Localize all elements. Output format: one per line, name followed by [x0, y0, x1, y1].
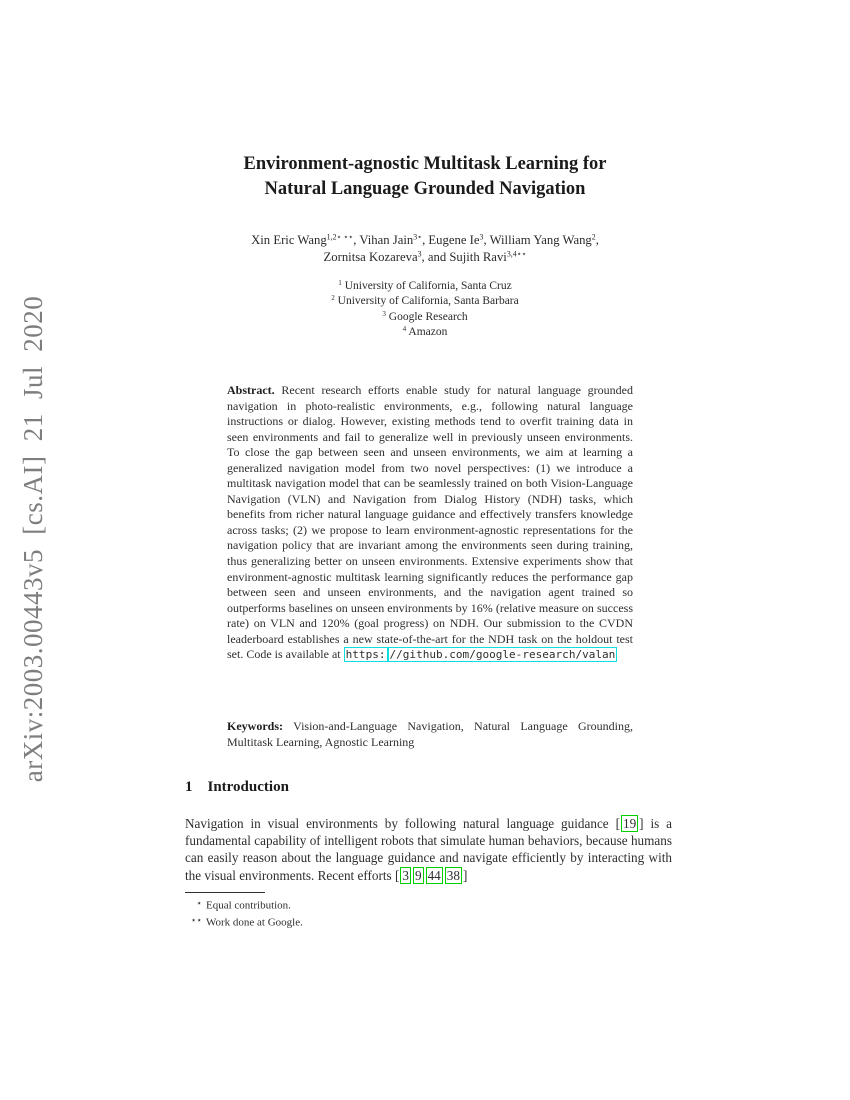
code-url-link[interactable]: //github.com/google-research/valan	[389, 648, 616, 662]
author-line-1	[150, 232, 700, 249]
footnote: ⋆⋆ Work done at Google.	[185, 913, 672, 930]
abstract	[227, 383, 633, 663]
introduction-paragraph: Navigation in visual environments by following natural language guidance [ 19 ] is a fundamental capability of intelligent robots that simulate human behaviors, because humans can easily reason about the language guidance and navigate efficiently by interacting with the visual environments. Recent efforts [ 3 9 44 38 ]	[185, 816, 673, 883]
footnote: ⋆ Equal contribution.	[185, 896, 672, 913]
citation-link[interactable]: 9	[414, 867, 422, 883]
author-list	[150, 232, 700, 265]
affiliation-number: 2	[331, 294, 335, 303]
citation-link[interactable]: 19	[622, 816, 637, 831]
affiliation-number: 3	[382, 309, 386, 318]
author: William Yang Wang$^2$,	[489, 232, 599, 247]
keywords	[227, 719, 633, 750]
author-affil-marks: 2	[591, 232, 596, 242]
keywords-label: Keywords:	[227, 719, 283, 733]
affiliation-number: 1	[338, 279, 342, 288]
paper-title	[150, 152, 700, 202]
author: Eugene Ie$^3$,	[428, 232, 490, 247]
citation-link[interactable]: 44	[427, 867, 441, 883]
affiliation: $^1$ University of California, Santa Cruz	[338, 279, 512, 292]
abstract-label: Abstract.	[227, 383, 275, 397]
author-affil-marks: 3⋆	[413, 232, 423, 242]
footnote-marker: ⋆	[196, 898, 202, 908]
footnote-rule	[185, 892, 265, 893]
section-title: Introduction	[207, 779, 289, 795]
arxiv-stamp: arXiv:2003.00443v5 [cs.AI] 21 Jul 2020	[18, 295, 48, 783]
citation-link[interactable]: 3	[402, 867, 409, 883]
author: Zornitsa Kozareva$^3$, and	[323, 249, 450, 264]
code-url-link[interactable]: https:	[345, 648, 386, 662]
footnotes	[185, 896, 672, 931]
affiliation: $^2$ University of California, Santa Barbara	[331, 294, 519, 308]
author-affil-marks: 3,4⋆⋆	[506, 249, 527, 259]
author: Sujith Ravi$^{3,4⋆⋆}$	[449, 249, 527, 264]
citation-link[interactable]: 38	[446, 867, 460, 883]
author: Xin Eric Wang$^{1,2⋆ ⋆⋆}$,	[251, 232, 360, 247]
author-line-2	[150, 249, 700, 266]
author-affil-marks: 3	[417, 249, 422, 259]
abstract-text: Recent research efforts enable study for natural language grounded navigation in photo-realistic environments, e.g., following natural language instructions or dialog. However, existing methods tend to overfit training data in seen environments and fail to generalize well in previously unseen environments. To close the gap between seen and unseen environments, we aim at learning a generalized navigation model from two novel perspectives: (1) we introduce a multitask navigation model that can be seamlessly trained on both Vision-Language Navigation (VLN) and Navigation from Dialog History (NDH) tasks, which benefits from richer natural language guidance and effectively transfers knowledge across tasks; (2) we propose to learn environment-agnostic representations for the navigation policy that are invariant among the environments seen during training, thus generalizing better on unseen environments. Extensive experiments show that environment-agnostic multitask learning significantly reduces the performance gap between seen and unseen environments, and the navigation agent trained so outperforms baselines on unseen environments by 16% (relative measure on success rate) on VLN and 120% (goal progress) on NDH. Our submission to the CVDN leaderboard establishes a new state-of-the-art for the NDH task on the holdout test set. Code is available at	[227, 383, 633, 662]
footnote-marker: ⋆⋆	[190, 915, 202, 926]
author-affil-marks: 3	[479, 232, 484, 242]
keywords-text: Vision-and-Language Navigation, Natural Language Grounding, Multitask Learning, Agnostic Learning	[227, 719, 633, 749]
section-heading-introduction	[185, 779, 671, 796]
affiliation-list	[150, 279, 700, 341]
affiliation: $^4$ Amazon	[402, 325, 448, 339]
paper-title-line1: Environment-agnostic Multitask Learning for	[243, 154, 607, 174]
affiliation-number: 4	[402, 325, 407, 334]
author: Vihan Jain$^{3⋆}$,	[359, 232, 429, 247]
section-number: 1	[185, 779, 193, 795]
author-affil-marks: 1,2⋆ ⋆⋆	[326, 232, 354, 242]
paper-title-line2: Natural Language Grounded Navigation	[264, 179, 586, 199]
affiliation: $^3$ Google Research	[382, 309, 468, 323]
